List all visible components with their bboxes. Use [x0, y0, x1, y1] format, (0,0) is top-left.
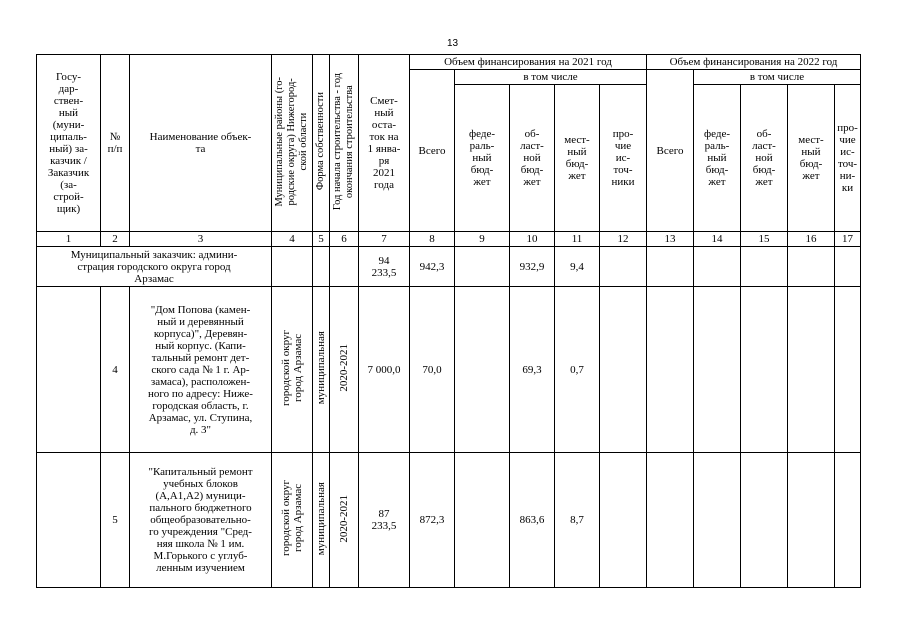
header-regional-2021: об- ласт- ной бюд- жет: [510, 85, 555, 232]
col-number: 3: [130, 232, 272, 247]
balance: 7 000,0: [359, 287, 410, 453]
col-number: 2: [101, 232, 130, 247]
header-ownership: Форма собственности: [313, 55, 330, 232]
col-number: 9: [455, 232, 510, 247]
header-fin-2022: Объем финансирования на 2022 год: [647, 55, 861, 70]
header-including-2022: в том числе: [694, 70, 861, 85]
header-balance: Смет- ный оста- ток на 1 янва- ря 2021 года: [359, 55, 410, 232]
header-object-name: Наименование объек- та: [130, 55, 272, 232]
header-num: № п/п: [101, 55, 130, 232]
header-including-2021: в том числе: [455, 70, 647, 85]
summary-regional-2021: 932,9: [510, 247, 555, 287]
col-number: 13: [647, 232, 694, 247]
table-row: [37, 287, 861, 453]
col-number: 15: [741, 232, 788, 247]
total-2021: 872,3: [410, 453, 455, 588]
header-district: Муниципальные районы (го- родские округа) Нижегород- ской области: [272, 55, 313, 232]
col-number: 16: [788, 232, 835, 247]
ownership: муниципальная: [313, 453, 330, 588]
col-number: 4: [272, 232, 313, 247]
regional-2021: 69,3: [510, 287, 555, 453]
col-number: 14: [694, 232, 741, 247]
summary-label: Муниципальный заказчик: админи- страция городского округа город Арзамас: [37, 247, 272, 287]
regional-2021: 863,6: [510, 453, 555, 588]
col-number: 1: [37, 232, 101, 247]
header-fin-2021: Объем финансирования на 2021 год: [410, 55, 647, 70]
col-number: 10: [510, 232, 555, 247]
district: городской округ город Арзамас: [272, 287, 313, 453]
summary-total-2021: 942,3: [410, 247, 455, 287]
header-years: Год начала строительства - год окончания строительства: [330, 55, 359, 232]
header-federal-2021: феде- раль- ный бюд- жет: [455, 85, 510, 232]
col-number: 12: [600, 232, 647, 247]
header-total-2021: Всего: [410, 70, 455, 232]
header-other-2021: про- чие ис- точ- ники: [600, 85, 647, 232]
header-local-2021: мест- ный бюд- жет: [555, 85, 600, 232]
header-total-2022: Всего: [647, 70, 694, 232]
district: городской округ город Арзамас: [272, 453, 313, 588]
financing-table: [36, 54, 861, 588]
summary-balance: 94 233,5: [359, 247, 410, 287]
header-other-2022: про- чие ис- точ- ни- ки: [835, 85, 861, 232]
column-numbers-row: [37, 232, 861, 247]
object-name: "Капитальный ремонт учебных блоков (А,А1,А2) муници- пального бюджетного общеобразовательно- го учреждения "Сред- няя школа № 1 им. М.Горького с углуб- ленным изучением: [130, 453, 272, 588]
header-local-2022: мест- ный бюд- жет: [788, 85, 835, 232]
col-number: 8: [410, 232, 455, 247]
ownership: муниципальная: [313, 287, 330, 453]
header-customer: Госу- дар- ствен- ный (муни- ципаль- ный) за- казчик / Заказчик (за- строй- щик): [37, 55, 101, 232]
object-name: "Дом Попова (камен- ный и деревянный корпуса)", Деревян- ный корпус. (Капи- тальный ремонт дет- ского сада № 1 г. Ар- замаса), расположен- ного по адресу: Ниже- городская область, г. Арзамас, ул. Ступина, д. 3": [130, 287, 272, 453]
header-federal-2022: феде- раль- ный бюд- жет: [694, 85, 741, 232]
years: 2020-2021: [330, 453, 359, 588]
balance: 87 233,5: [359, 453, 410, 588]
local-2021: 8,7: [555, 453, 600, 588]
col-number: 7: [359, 232, 410, 247]
summary-local-2021: 9,4: [555, 247, 600, 287]
table-row: [37, 453, 861, 588]
row-num: 5: [101, 453, 130, 588]
row-num: 4: [101, 287, 130, 453]
header-regional-2022: об- ласт- ной бюд- жет: [741, 85, 788, 232]
col-number: 11: [555, 232, 600, 247]
local-2021: 0,7: [555, 287, 600, 453]
total-2021: 70,0: [410, 287, 455, 453]
col-number: 6: [330, 232, 359, 247]
summary-row: [37, 247, 861, 287]
page-number: 13: [446, 38, 459, 49]
years: 2020-2021: [330, 287, 359, 453]
col-number: 17: [835, 232, 861, 247]
col-number: 5: [313, 232, 330, 247]
